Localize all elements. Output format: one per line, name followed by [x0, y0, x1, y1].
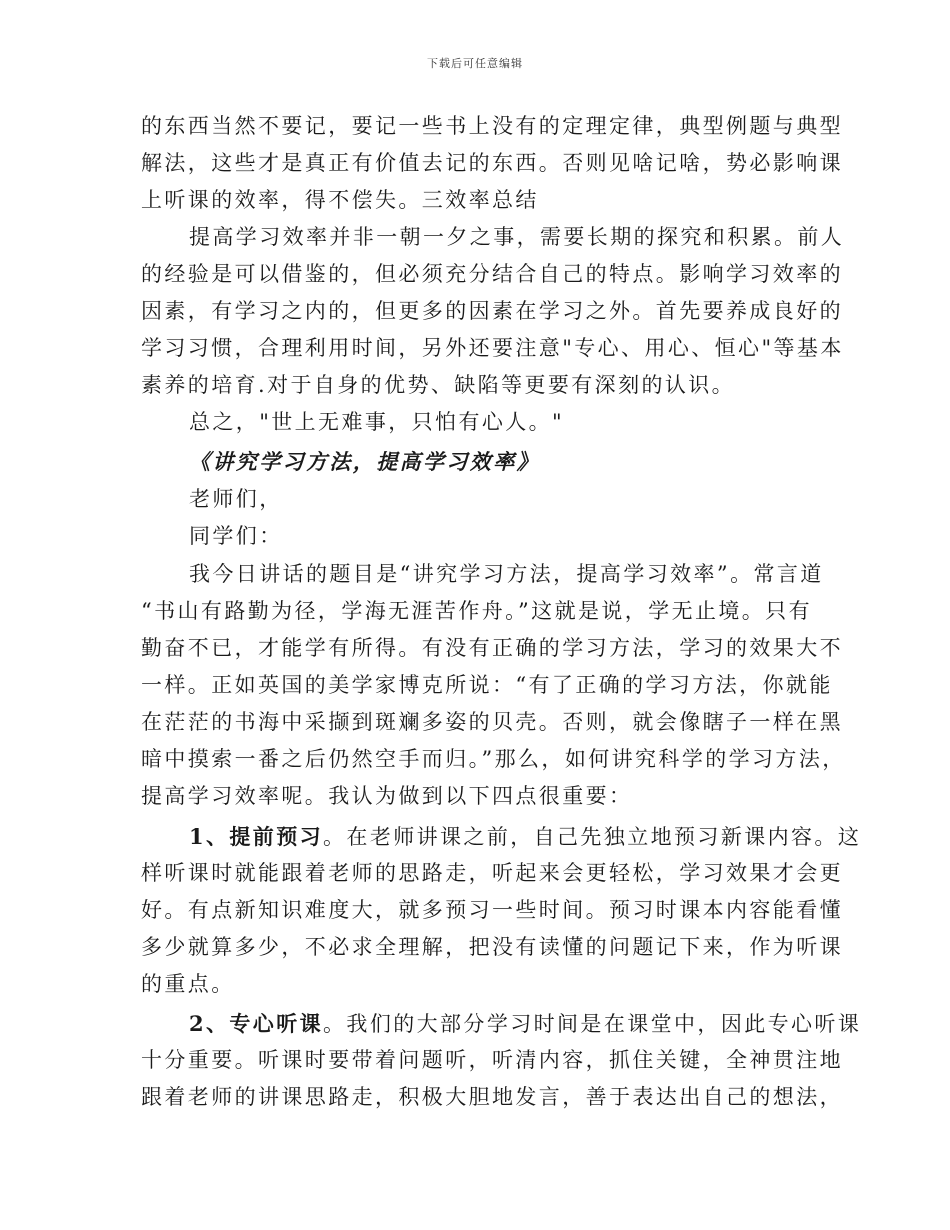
paragraph-line: 多少就算多少，不必求全理解，把没有读懂的问题记下来，作为听课 — [141, 935, 843, 959]
point-heading: 1、提前预习 — [189, 824, 324, 849]
point-heading: 2、专心听课 — [189, 1011, 324, 1036]
point-text: 。我们的大部分学习时间是在课堂中，因此专心听课 — [323, 1012, 862, 1036]
section-title: 《讲究学习方法，提高学习效率》 — [189, 449, 540, 474]
paragraph-line: 好。有点新知识难度大，就多预习一些时间。预习时课本内容能看懂 — [141, 898, 843, 922]
salutation: 老师们， — [189, 487, 283, 511]
paragraph-line: 因素，有学习之内的，但更多的因素在学习之外。首先要养成良好的 — [141, 299, 843, 323]
paragraph-line: 提高学习效率并非一朝一夕之事，需要长期的探究和积累。前人 — [189, 225, 845, 249]
paragraph-line: 的重点。 — [141, 972, 235, 996]
paragraph-line: 素养的培育.对于自身的优势、缺陷等更要有深刻的认识。 — [141, 373, 736, 397]
numbered-paragraph-line — [189, 1005, 861, 1043]
numbered-paragraph-line — [189, 818, 861, 856]
paragraph-line: 提高学习效率呢。我认为做到以下四点很重要： — [141, 784, 633, 808]
salutation: 同学们： — [189, 524, 283, 548]
paragraph-line: 一样。正如英国的美学家博克所说：“有了正确的学习方法，你就能 — [141, 673, 833, 697]
paragraph-line: 上听课的效率，得不偿失。三效率总结 — [141, 188, 539, 212]
paragraph-line: 勤奋不已，才能学有所得。有没有正确的学习方法，学习的效果大不 — [141, 636, 843, 660]
paragraph-line: 跟着老师的讲课思路走，积极大胆地发言，善于表达出自己的想法， — [141, 1085, 843, 1109]
paragraph-line: “书山有路勤为径，学海无涯苦作舟。”这就是说，学无止境。只有 — [141, 599, 812, 623]
page-header: 下载后可任意编辑 — [427, 57, 523, 70]
point-text: 。在老师讲课之前，自己先独立地预习新课内容。这 — [323, 825, 862, 849]
paragraph-line: 我今日讲话的题目是“讲究学习方法，提高学习效率”。常言道 — [189, 562, 824, 586]
paragraph-line: 在茫茫的书海中采撷到斑斓多姿的贝壳。否则，就会像瞎子一样在黑 — [141, 710, 843, 734]
paragraph-line: 的东西当然不要记，要记一些书上没有的定理定律，典型例题与典型 — [141, 114, 843, 138]
paragraph-line: 解法，这些才是真正有价值去记的东西。否则见啥记啥，势必影响课 — [141, 151, 843, 175]
paragraph-line: 暗中摸索一番之后仍然空手而归。”那么，如何讲究科学的学习方法， — [141, 747, 846, 771]
paragraph-line: 的经验是可以借鉴的，但必须充分结合自己的特点。影响学习效率的 — [141, 262, 843, 286]
paragraph-line: 总之，"世上无难事，只怕有心人。" — [189, 410, 565, 434]
paragraph-line: 十分重要。听课时要带着问题听，听清内容，抓住关键，全神贯注地 — [141, 1048, 843, 1072]
paragraph-line: 样听课时就能跟着老师的思路走，听起来会更轻松，学习效果才会更 — [141, 861, 843, 885]
paragraph-line: 学习习惯，合理利用时间，另外还要注意"专心、用心、恒心"等基本 — [141, 336, 844, 360]
